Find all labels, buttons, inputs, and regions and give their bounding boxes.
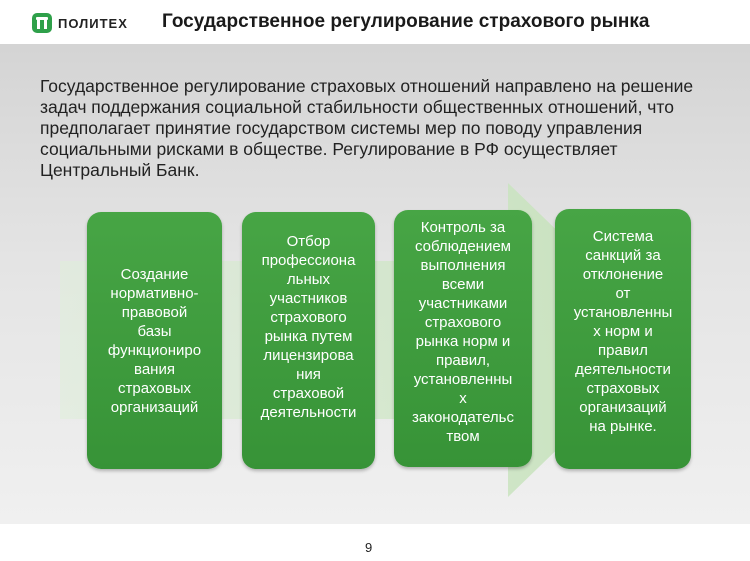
politech-logo-icon	[32, 13, 52, 33]
step-box-licensing	[242, 212, 375, 469]
step-box-text: Создание нормативно- правовой базы функциониро вания страховых организаций	[107, 265, 202, 416]
logo	[32, 12, 128, 34]
step-box-text: Отбор профессиона льных участников страхового рынка путем лицензирова ния страховой деятельности	[260, 233, 357, 421]
logo-text: ПОЛИТЕХ	[58, 15, 128, 31]
slide-title: Государственное регулирование страхового рынка	[162, 11, 650, 32]
step-box-sanctions	[555, 209, 691, 469]
slide-header	[0, 0, 750, 44]
step-box-legal-framework	[87, 212, 222, 469]
step-box-compliance-control	[394, 210, 532, 467]
step-box-text: Система санкций за отклонение от установленны х норм и правил деятельности страховых организаций на рынке.	[573, 228, 673, 435]
slide-footer	[0, 524, 750, 561]
step-box-text: Контроль за соблюдением выполнения всеми участниками страхового рынка норм и правил, установленны х законодательс твом	[412, 219, 514, 445]
page-number: 9	[365, 540, 373, 555]
intro-paragraph: Государственное регулирование страховых отношений направлено на решение задач поддержания социальной стабильности общественных отношений, что предполагает принятие государством системы мер по поводу управления социальными рисками в обществе. Регулирование в РФ осуществляет Центральный Банк.	[40, 76, 694, 180]
